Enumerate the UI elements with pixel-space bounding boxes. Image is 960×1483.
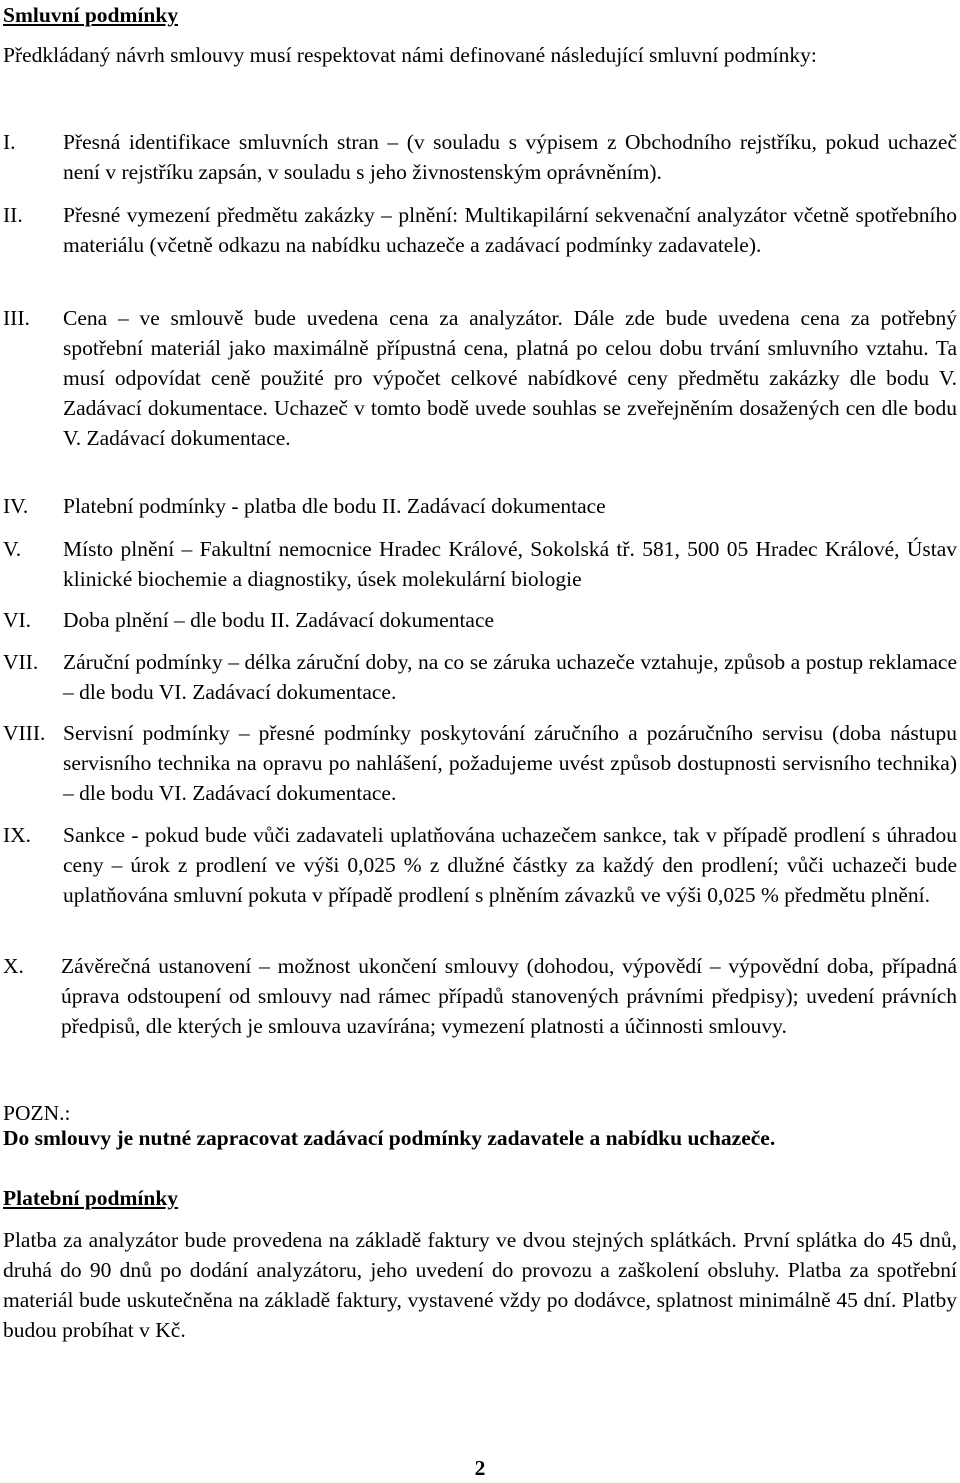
item-text: Záruční podmínky – délka záruční doby, na co se záruka uchazeče vztahuje, způsob a postup reklamace – dle bodu VI. Zadávací dokumentace. [63, 650, 957, 704]
intro-paragraph: Předkládaný návrh smlouvy musí respektovat námi definované následující smluvní podmínky: [3, 43, 817, 67]
item-text: Místo plnění – Fakultní nemocnice Hradec Králové, Sokolská tř. 581, 500 05 Hradec Králové, Ústav klinické biochemie a diagnostiky, úsek molekulární biologie [63, 537, 957, 591]
item-text: Doba plnění – dle bodu II. Zadávací dokumentace [63, 608, 495, 632]
item-text: Platební podmínky - platba dle bodu II. Zadávací dokumentace [63, 494, 606, 518]
item-number: VI. [3, 608, 32, 632]
item-text: Sankce - pokud bude vůči zadavateli uplatňována uchazečem sankce, tak v případě prodlení s úhradou ceny – úrok z prodlení ve výši 0,025 % z dlužné částky za každý den prodlení; vůči uchazeči bude uplatňována smluvní pokuta v případě prodlení s plněním závazků ve výši 0,025 % předmětu plnění. [63, 823, 957, 907]
item-number: I. [3, 130, 16, 154]
note-text: Do smlouvy je nutné zapracovat zadávací podmínky zadavatele a nabídku uchazeče. [3, 1126, 776, 1150]
item-number: VII. [3, 650, 39, 674]
item-text: Závěrečná ustanovení – možnost ukončení smlouvy (dohodou, výpovědí – výpovědní doba, případná úprava odstoupení od smlouvy nad rámec případů stanovených právními předpisy); uvedení právních předpisů, dle kterých je smlouva uzavírána; vymezení platnosti a účinnosti smlouvy. [61, 954, 957, 1038]
item-text: Přesné vymezení předmětu zakázky – plnění: Multikapilární sekvenační analyzátor včetně spotřebního materiálu (včetně odkazu na nabídku uchazeče a zadávací podmínky zadavatele). [63, 203, 957, 257]
item-number: IV. [3, 494, 29, 518]
payment-terms-heading: Platební podmínky [3, 1186, 179, 1210]
item-number: II. [3, 203, 23, 227]
payment-paragraph: Platba za analyzátor bude provedena na základě faktury ve dvou stejných splátkách. První splátka do 45 dnů, druhá do 90 dnů po dodání analyzátoru, jeho uvedení do provozu a zaškolení obsluhy. Platba za spotřební materiál bude uskutečněna na základě faktury, vystavené vždy po dodávce, splatnost minimálně 45 dní. Platby budou probíhat v Kč. [3, 1228, 957, 1342]
item-text: Servisní podmínky – přesné podmínky poskytování záručního a pozáručního servisu (doba nástupu servisního technika na opravu po nahlášení, požadujeme uvést způsob dostupnosti servisního technika) – dle bodu VI. Zadávací dokumentace. [63, 721, 957, 805]
page-number: 2 [474, 1456, 486, 1480]
item-text: Cena – ve smlouvě bude uvedena cena za analyzátor. Dále zde bude uvedena cena za potřebný spotřební materiál jako maximálně přípustná cena, platná po celou dobu trvání smluvního vztahu. Ta musí odpovídat ceně použité pro výpočet celkové nabídkové ceny předmětu zakázky dle bodu V. Zadávací dokumentace. Uchazeč v tomto bodě uvede souhlas se zveřejněním dosažených cen dle bodu V. Zadávací dokumentace. [63, 306, 957, 450]
item-text: Přesná identifikace smluvních stran – (v souladu s výpisem z Obchodního rejstříku, pokud uchazeč není v rejstříku zapsán, v souladu s jeho živnostenským oprávněním). [63, 130, 957, 184]
contract-terms-heading: Smluvní podmínky [3, 3, 179, 27]
item-number: III. [3, 306, 30, 330]
item-number: X. [3, 954, 24, 978]
item-number: IX. [3, 823, 32, 847]
item-number: VIII. [3, 721, 46, 745]
note-label: POZN.: [3, 1101, 71, 1125]
item-number: V. [3, 537, 22, 561]
